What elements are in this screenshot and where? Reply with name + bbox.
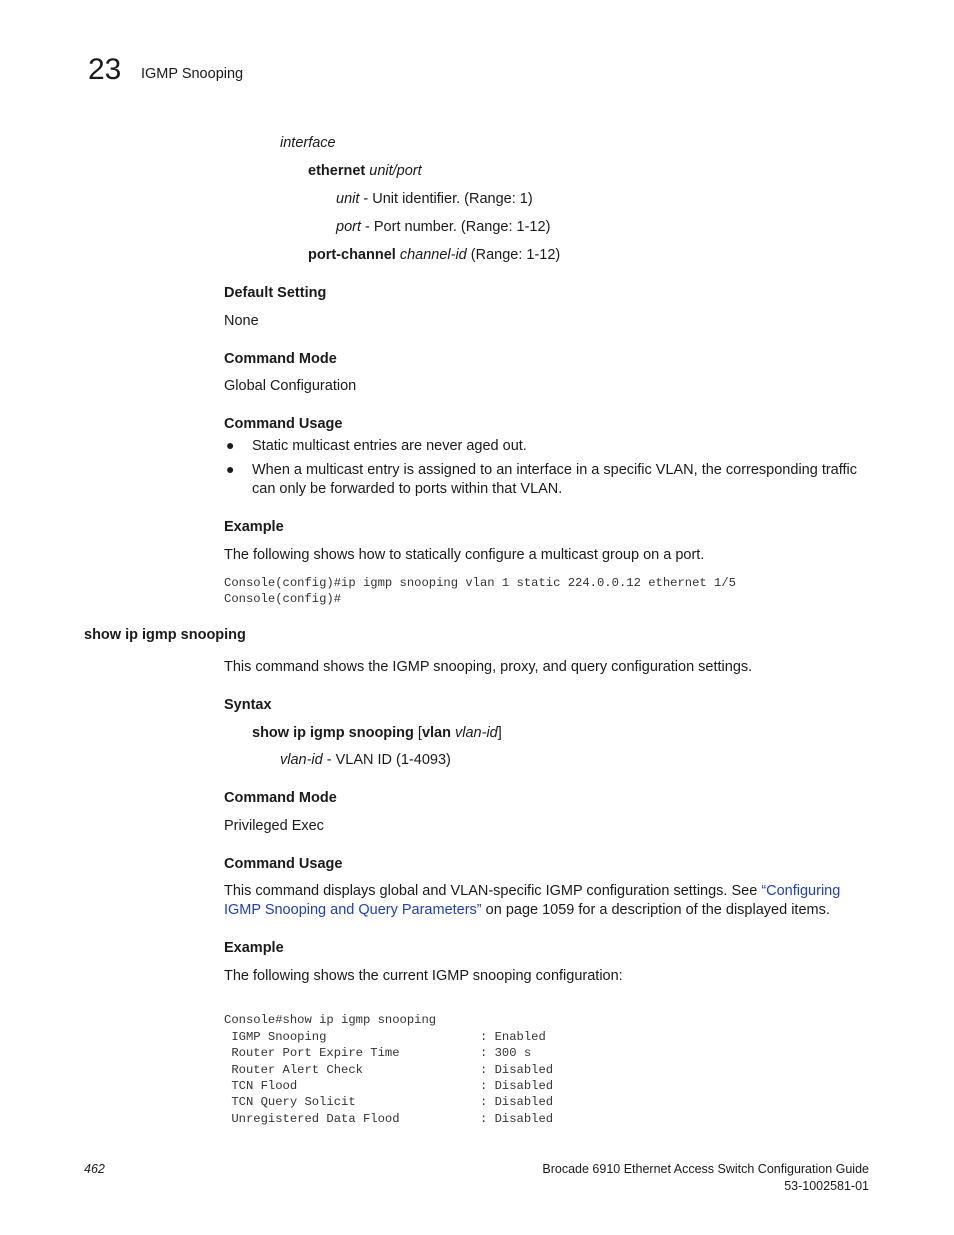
- code-line: Console(config)#: [224, 592, 342, 607]
- unit-description: - Unit identifier. (Range: 1): [359, 191, 533, 207]
- syntax-bracket-open: [: [413, 725, 422, 741]
- param-port: [336, 219, 550, 235]
- command-title: show ip igmp snooping: [84, 627, 246, 643]
- code-line: TCN Query Solicit : Disabled: [224, 1095, 554, 1110]
- command-description: This command shows the IGMP snooping, proxy, and query configuration settings.: [224, 659, 753, 675]
- syntax-vlan-argument: vlan-id: [450, 725, 498, 741]
- syntax-vlan-keyword: vlan: [421, 725, 451, 741]
- bullet-icon: ●: [226, 437, 235, 453]
- command-mode-heading: Command Mode: [224, 351, 337, 367]
- vlan-id-term: vlan-id: [280, 752, 323, 768]
- port-description: - Port number. (Range: 1-12): [361, 219, 551, 235]
- example-heading: Example: [224, 519, 284, 535]
- code-line: TCN Flood : Disabled: [224, 1079, 554, 1094]
- command-mode-value: Privileged Exec: [224, 818, 324, 834]
- document-number: 53-1002581-01: [784, 1179, 869, 1193]
- port-term: port: [336, 219, 361, 235]
- code-line: Router Alert Check : Disabled: [224, 1062, 554, 1077]
- code-block: [224, 996, 553, 1127]
- param-ethernet: [308, 163, 422, 179]
- command-mode-value: Global Configuration: [224, 378, 357, 394]
- syntax-bracket-close: ]: [497, 725, 502, 741]
- usage-bullet-1: Static multicast entries are never aged out.: [252, 438, 527, 454]
- page-number: 462: [84, 1162, 105, 1176]
- cross-reference-link[interactable]: “Configuring: [761, 883, 841, 899]
- example-intro: The following shows the current IGMP snooping configuration:: [224, 968, 623, 984]
- command-usage-heading: Command Usage: [224, 416, 343, 432]
- code-block: [224, 575, 736, 608]
- usage-line-2: [224, 902, 830, 918]
- command-mode-heading: Command Mode: [224, 790, 337, 806]
- example-intro: The following shows how to statically configure a multicast group on a port.: [224, 547, 705, 563]
- param-interface: interface: [280, 135, 336, 151]
- syntax-command: show ip igmp snooping: [252, 725, 414, 741]
- usage-bullet-2-cont: can only be forwarded to ports within that VLAN.: [252, 481, 563, 497]
- syntax-line: [252, 725, 502, 741]
- example-heading: Example: [224, 940, 284, 956]
- usage-line-1: [224, 883, 840, 899]
- usage-text: This command displays global and VLAN-specific IGMP configuration settings. See: [224, 883, 762, 899]
- syntax-heading: Syntax: [224, 697, 272, 713]
- port-channel-range: (Range: 1-12): [466, 247, 561, 263]
- param-port-channel: [308, 247, 560, 263]
- code-line: Unregistered Data Flood : Disabled: [224, 1111, 554, 1126]
- bullet-icon: ●: [226, 461, 235, 477]
- chapter-title: IGMP Snooping: [141, 66, 244, 82]
- cross-reference-link[interactable]: IGMP Snooping and Query Parameters”: [224, 902, 482, 918]
- unit-term: unit: [336, 191, 360, 207]
- code-line: Router Port Expire Time : 300 s: [224, 1046, 532, 1061]
- code-line: Console#show ip igmp snooping: [224, 1013, 437, 1028]
- usage-bullet-2: When a multicast entry is assigned to an interface in a specific VLAN, the corresponding traffic: [252, 462, 858, 478]
- usage-text: on page 1059 for a description of the displayed items.: [481, 902, 830, 918]
- ethernet-keyword: ethernet: [308, 163, 366, 179]
- port-channel-keyword: port-channel: [308, 247, 396, 263]
- code-line: IGMP Snooping : Enabled: [224, 1029, 546, 1044]
- vlan-id-description: - VLAN ID (1-4093): [322, 752, 451, 768]
- code-line: Console(config)#ip igmp snooping vlan 1 static 224.0.0.12 ethernet 1/5: [224, 576, 736, 590]
- default-setting-heading: Default Setting: [224, 285, 327, 301]
- param-vlan-id: [280, 752, 451, 768]
- guide-title: Brocade 6910 Ethernet Access Switch Configuration Guide: [542, 1162, 869, 1176]
- default-setting-value: None: [224, 313, 259, 329]
- port-channel-argument: channel-id: [399, 247, 467, 263]
- chapter-number: 23: [88, 53, 122, 86]
- command-usage-heading: Command Usage: [224, 856, 343, 872]
- param-unit: [336, 191, 533, 207]
- ethernet-argument: unit/port: [369, 163, 422, 179]
